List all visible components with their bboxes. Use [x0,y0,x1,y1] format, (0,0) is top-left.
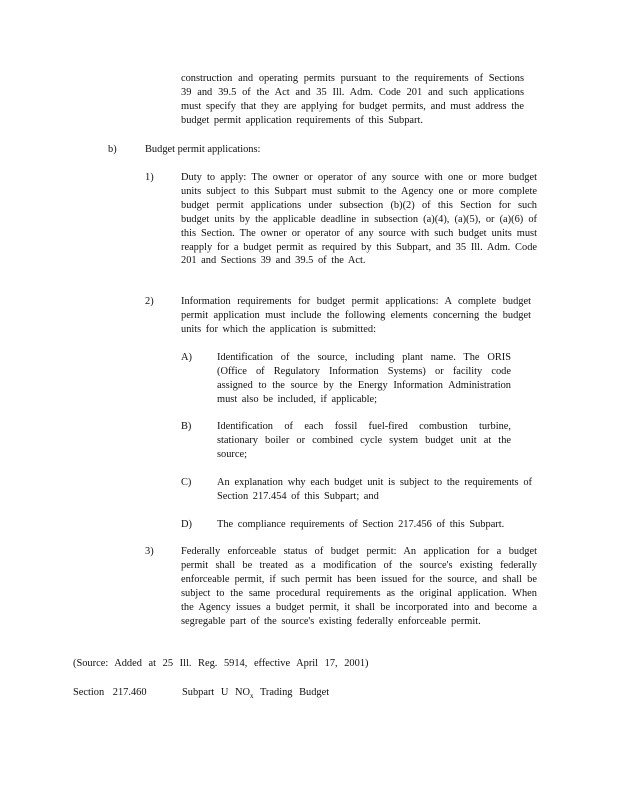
next-section-title-subscript: x [250,692,254,700]
item-3-paragraph: Federally enforceable status of budget permit: An application for a budget permit shall be treated as a modification of the source's existing federally enforceable permit, if such permit has been issued for the source, and shall be subject to the same procedural requirements as the original application. When the Agency issues a budget permit, it shall be incorporated into and become a segregable part of the source's existing federally enforceable permit. [181,546,537,627]
section-b-heading: Budget permit applications: [145,144,261,155]
subitem-b-label: B) [181,421,192,432]
item-1-paragraph: Duty to apply: The owner or operator of any source with one or more budget units subject to this Subpart must submit to the Agency one or more complete budget permit applications under subsection (b)(2) of this Section for such budget units by the applicable deadline in subsection (a)(4), (a)(5), or (a)(6) of this Section. The owner or operator of any source with such budget units must reapply for a budget permit as required by this Subpart, and 35 Ill. Adm. Code 201 and Sections 39 and 39.5 of the Act. [181,172,537,267]
next-section-title-suffix: Trading Budget [253,687,330,698]
item-2-label: 2) [145,296,154,307]
section-b-label: b) [108,144,117,155]
subitem-a-label: A) [181,352,192,363]
subitem-d-paragraph: The compliance requirements of Section 217.456 of this Subpart. [217,519,505,530]
source-note: (Source: Added at 25 Ill. Reg. 5914, effective April 17, 2001) [73,658,369,669]
intro-continuation-paragraph: construction and operating permits pursuant to the requirements of Sections 39 and 39.5 of the Act and 35 Ill. Adm. Code 201 and such applications must specify that they are applying for budget permits, and must address the budget permit application requirements of this Subpart. [181,73,524,126]
subitem-b-paragraph: Identification of each fossil fuel-fired combustion turbine, stationary boiler or combined cycle system budget unit at the source; [217,421,511,460]
item-3-label: 3) [145,546,154,557]
subitem-c-paragraph: An explanation why each budget unit is subject to the requirements of Section 217.454 of this Subpart; and [217,477,532,502]
item-2-paragraph: Information requirements for budget permit applications: A complete budget permit application must include the following elements concerning the budget units for which the application is submitted: [181,296,531,335]
next-section-number: Section 217.460 [73,687,147,698]
subitem-a-paragraph: Identification of the source, including plant name. The ORIS (Office of Regulatory Information Systems) or facility code assigned to the source by the Energy Information Administration must also be included, if applicable; [217,352,511,405]
next-section-title [182,686,329,704]
subitem-c-label: C) [181,477,192,488]
next-section-title-prefix: Subpart U NO [182,687,251,698]
subitem-d-label: D) [181,519,192,530]
item-1-label: 1) [145,172,154,183]
